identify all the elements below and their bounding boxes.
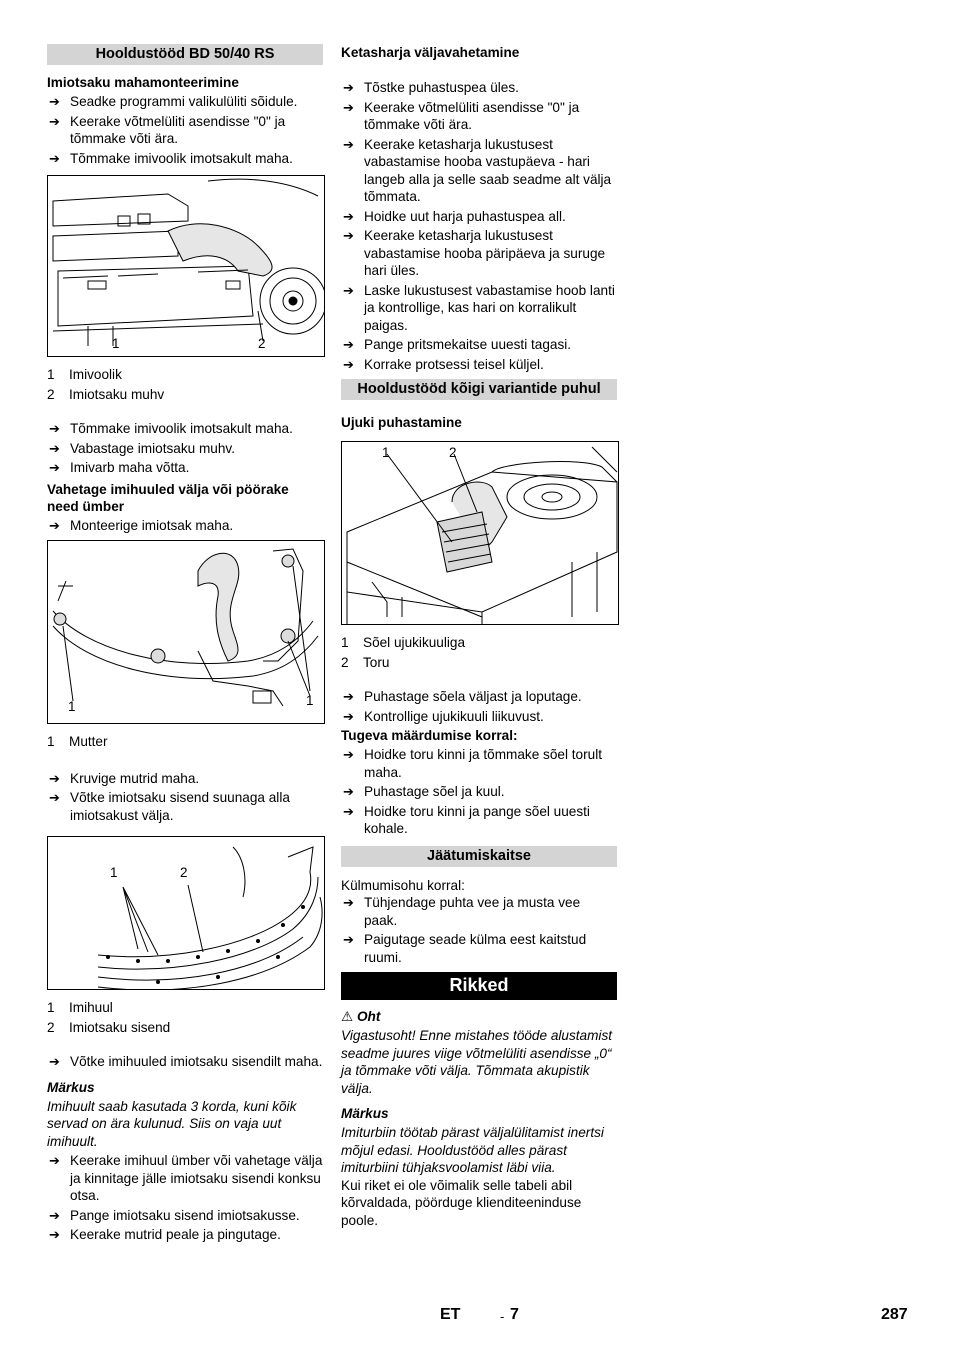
subheading-replace-brush: Ketasharja väljavahetamine (341, 45, 520, 60)
list-item: ➔ Keerake mutrid peale ja pingutage. (49, 1227, 281, 1242)
squeegee-nuts-illustration (48, 541, 324, 723)
figure-label: 2 (449, 445, 457, 460)
figure-legend (47, 998, 323, 1037)
left-column (47, 44, 323, 1246)
figure-label: 1 (306, 693, 314, 708)
arrow-right-icon: ➔ (49, 94, 60, 109)
arrow-right-icon: ➔ (49, 1227, 60, 1242)
legend-row: 2 Imiotsaku sisend (47, 1019, 171, 1035)
danger-text: Vigastusoht! Enne mistahes tööde alustamist seadme juures viige võtmelüliti asendisse „0“ ja tõmmake võti välja. Tõmmata akupistik välja. (341, 1028, 613, 1096)
float-illustration (342, 442, 618, 624)
arrow-right-icon: ➔ (49, 150, 60, 166)
arrow-right-icon: ➔ (49, 770, 60, 786)
arrow-right-icon: ➔ (49, 517, 60, 533)
section-header-frost: Jäätumiskaitse (341, 846, 617, 867)
list-item: ➔ Pange imiotsaku sisend imiotsakusse. (49, 1207, 300, 1223)
arrow-right-icon: ➔ (343, 932, 354, 947)
note-heading: Märkus (47, 1079, 95, 1095)
legend-row: 1 Imivoolik (47, 367, 122, 382)
list-item: ➔ Imivarb maha võtta. (49, 460, 190, 475)
list-item: ➔ Puhastage sõela väljast ja loputage. (343, 689, 582, 704)
list-item: ➔ Tühjendage puhta vee ja musta vee paak. (343, 895, 581, 928)
list-item: ➔ Võtke imihuuled imiotsaku sisendilt maha. (49, 1054, 323, 1069)
step-list-float (341, 688, 617, 725)
figure-legend (47, 732, 323, 752)
arrow-right-icon: ➔ (343, 337, 354, 352)
arrow-right-icon: ➔ (343, 803, 354, 819)
figure-nuts (47, 540, 325, 724)
step-list-dismount (47, 93, 323, 167)
step-list-brush (341, 79, 617, 373)
list-item: ➔ Seadke programmi valikulüliti sõidule. (49, 94, 298, 109)
arrow-right-icon: ➔ (49, 460, 60, 475)
list-item: ➔ Pange pritsmekaitse uuesti tagasi. (343, 337, 572, 352)
warning-triangle-icon: ⚠ (341, 1009, 354, 1024)
list-item: ➔ Puhastage sõel ja kuul. (343, 784, 505, 799)
arrow-right-icon: ➔ (343, 99, 354, 115)
arrow-right-icon: ➔ (343, 708, 354, 724)
step-list-soiling (341, 746, 617, 838)
note-text: Imiturbiin töötab pärast väljalülitamist inertsi mõjul edasi. Hooldustööd alles pärast imiturbiini tühjaksvoolamist läbi viia. (341, 1125, 604, 1175)
footer-lang: ET (440, 1306, 461, 1323)
list-item: ➔ Tõstke puhastuspea üles. (343, 80, 519, 95)
section-header-all-variants: Hooldustööd kõigi variantide puhul (341, 379, 617, 400)
list-item: ➔ Vabastage imiotsaku muhv. (49, 440, 235, 456)
arrow-right-icon: ➔ (49, 1153, 60, 1168)
figure-suction-hose (47, 175, 325, 357)
note-heading: Märkus (341, 1106, 389, 1121)
list-item: ➔ Tõmmake imivoolik imotsakult maha. (49, 421, 293, 436)
final-text: Kui riket ei ole võimalik selle tabeli abil kõrvaldada, pöörduge klienditeeninduse poole. (341, 1177, 582, 1228)
list-item: ➔ Keerake võtmelüliti asendisse "0" ja tõmmake võti ära. (49, 113, 286, 146)
subheading-replace-lips: Vahetage imihuuled välja või pöörake need ümber (47, 481, 289, 514)
suction-hose-illustration (48, 176, 324, 356)
figure-label: 1 (112, 336, 120, 351)
figure-legend (341, 633, 617, 672)
figure-float (341, 441, 619, 625)
list-item: ➔ Keerake ketasharja lukustusest vabastamise hooba vastupäeva - hari langeb alla ja selle saab seadme alt välja tõmmata. (343, 136, 612, 204)
figure-label: 2 (180, 865, 188, 880)
list-item: ➔ Kontrollige ujukikuuli liikuvust. (343, 708, 544, 724)
arrow-right-icon: ➔ (343, 356, 354, 372)
list-item: ➔ Paigutage seade külma eest kaitstud ruumi. (343, 932, 587, 965)
legend-row: 2 Imiotsaku muhv (47, 386, 165, 402)
arrow-right-icon: ➔ (49, 113, 60, 129)
arrow-right-icon: ➔ (343, 784, 354, 799)
step-list-frost (341, 894, 617, 966)
list-item: ➔ Hoidke toru kinni ja pange sõel uuesti kohale. (343, 803, 590, 836)
step-list-hose (47, 420, 323, 477)
section-header-faults: Rikked (341, 972, 617, 1000)
list-item: ➔ Keerake ketasharja lukustusest vabastamise hooba päripäeva ja suruge hari üles. (343, 228, 606, 278)
list-item: ➔ Hoidke uut harja puhastuspea all. (343, 208, 566, 224)
arrow-right-icon: ➔ (343, 208, 354, 224)
section-header-maintenance-bd: Hooldustööd BD 50/40 RS (47, 44, 323, 65)
footer-sep: - (500, 1309, 505, 1324)
figure-legend (47, 365, 323, 404)
figure-label: 1 (382, 445, 390, 460)
step-list-nuts (47, 770, 323, 825)
figure-squeegee-lips (47, 836, 325, 990)
figure-label: 2 (258, 336, 266, 351)
legend-row: 2 Toru (341, 654, 390, 670)
list-item: ➔ Tõmmake imivoolik imotsakult maha. (49, 150, 293, 166)
frost-intro: Külmumisohu korral: (341, 877, 465, 893)
arrow-right-icon: ➔ (343, 689, 354, 704)
step-list-finish (47, 1152, 323, 1244)
legend-row: 1 Mutter (47, 734, 108, 749)
note-text: Imihuult saab kasutada 3 korda, kuni kõik servad on ära kulunud. Siis on vaja uut imihuult. (47, 1098, 297, 1149)
list-item: ➔ Hoidke toru kinni ja tõmmake sõel torult maha. (343, 747, 602, 780)
squeegee-lips-illustration (48, 837, 324, 989)
list-item: ➔ Korrake protsessi teisel küljel. (343, 356, 544, 372)
arrow-right-icon: ➔ (49, 440, 60, 456)
arrow-right-icon: ➔ (49, 790, 60, 805)
arrow-right-icon: ➔ (343, 895, 354, 910)
danger-heading: ⚠ Oht (341, 1009, 381, 1024)
list-item: ➔ Võtke imiotsaku sisend suunaga alla imiotsakust välja. (49, 790, 290, 823)
subheading-dismount-nozzle: Imiotsaku mahamonteerimine (47, 75, 239, 90)
figure-label: 1 (68, 699, 76, 714)
footer-page-number: 287 (881, 1306, 908, 1323)
arrow-right-icon: ➔ (343, 747, 354, 762)
arrow-right-icon: ➔ (343, 282, 354, 298)
list-item: ➔ Monteerige imiotsak maha. (49, 517, 234, 533)
right-column (341, 44, 617, 1229)
subheading-float-cleaning: Ujuki puhastamine (341, 415, 462, 430)
subheading-heavy-soiling: Tugeva määrdumise korral: (341, 728, 518, 743)
list-item: ➔ Kruvige mutrid maha. (49, 770, 200, 786)
legend-row: 1 Sõel ujukikuuliga (341, 635, 466, 650)
arrow-right-icon: ➔ (343, 136, 354, 152)
list-item: ➔ Keerake võtmelüliti asendisse "0" ja tõmmake võti ära. (343, 99, 580, 132)
figure-label: 1 (110, 865, 118, 880)
arrow-right-icon: ➔ (49, 421, 60, 436)
arrow-right-icon: ➔ (343, 80, 354, 95)
arrow-right-icon: ➔ (49, 1207, 60, 1223)
arrow-right-icon: ➔ (49, 1054, 60, 1069)
legend-row: 1 Imihuul (47, 1000, 113, 1015)
list-item: ➔ Keerake imihuul ümber või vahetage välja ja kinnitage jälle imiotsaku sisendi konksu otsa. (49, 1153, 323, 1203)
list-item: ➔ Laske lukustusest vabastamise hoob lanti ja kontrollige, kas hari on korralikult paigas. (343, 282, 615, 333)
footer-page-local: 7 (510, 1306, 519, 1323)
arrow-right-icon: ➔ (343, 228, 354, 243)
